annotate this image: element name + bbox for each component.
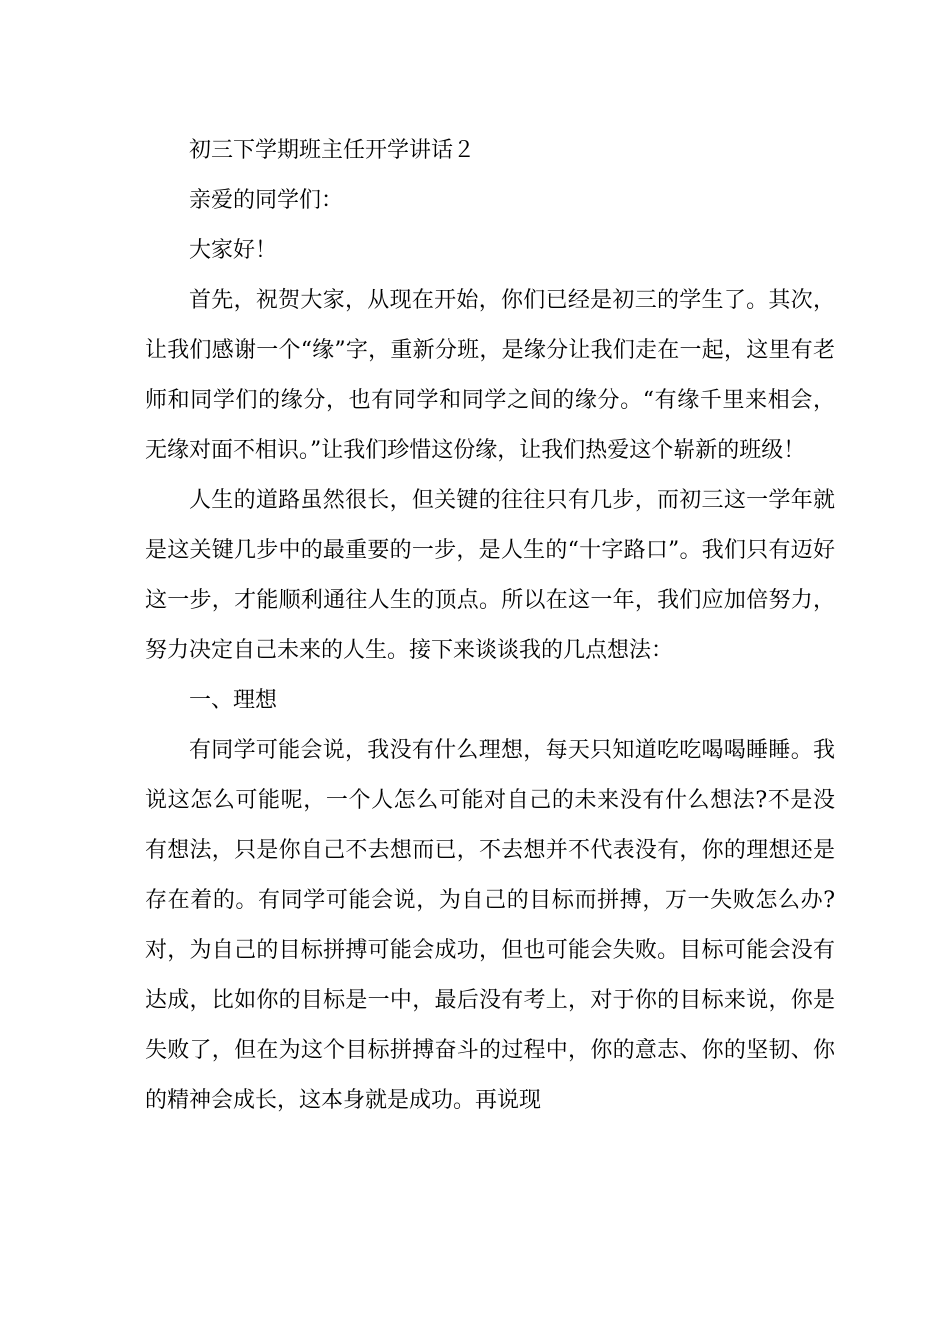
paragraph-ideals: 有同学可能会说，我没有什么理想，每天只知道吃吃喝喝睡睡。我说这怎么可能呢，一个人怎么可能对自己的未来没有什么想法?不是没有想法，只是你自己不去想而已，不去想并不代表没有，你的理想还是存在着的。有同学可能会说，为自己的目标而拼搏，万一失败怎么办?对，为自己的目标拼搏可能会成功，但也可能会失败。目标可能会没有达成，比如你的目标是一中，最后没有考上，对于你的目标来说，你是失败了，但在为这个目标拼搏奋斗的过程中，你的意志、你的坚韧、你的精神会成长，这本身就是成功。再说现 [145,738,835,1113]
paragraph-life-road: 人生的道路虽然很长，但关键的往往只有几步，而初三这一学年就是这关键几步中的最重要的一步，是人生的“十字路口”。我们只有迈好这一步，才能顺利通往人生的顶点。所以在这一年，我们应加倍努力，努力决定自己未来的人生。接下来谈谈我的几点想法： [145,488,835,663]
document-title: 初三下学期班主任开学讲话２ [189,138,476,163]
greeting: 亲爱的同学们： [189,188,344,213]
paragraph-congratulations: 首先，祝贺大家，从现在开始，你们已经是初三的学生了。其次，让我们感谢一个“缘”字，重新分班，是缘分让我们走在一起，这里有老师和同学们的缘分，也有同学和同学之间的缘分。“有缘千里来相会，无缘对面不相识。”让我们珍惜这份缘，让我们热爱这个崭新的班级！ [145,288,835,463]
section-heading-ideals: 一、理想 [189,688,278,713]
salutation: 大家好！ [189,238,278,263]
document-body [145,126,835,1126]
